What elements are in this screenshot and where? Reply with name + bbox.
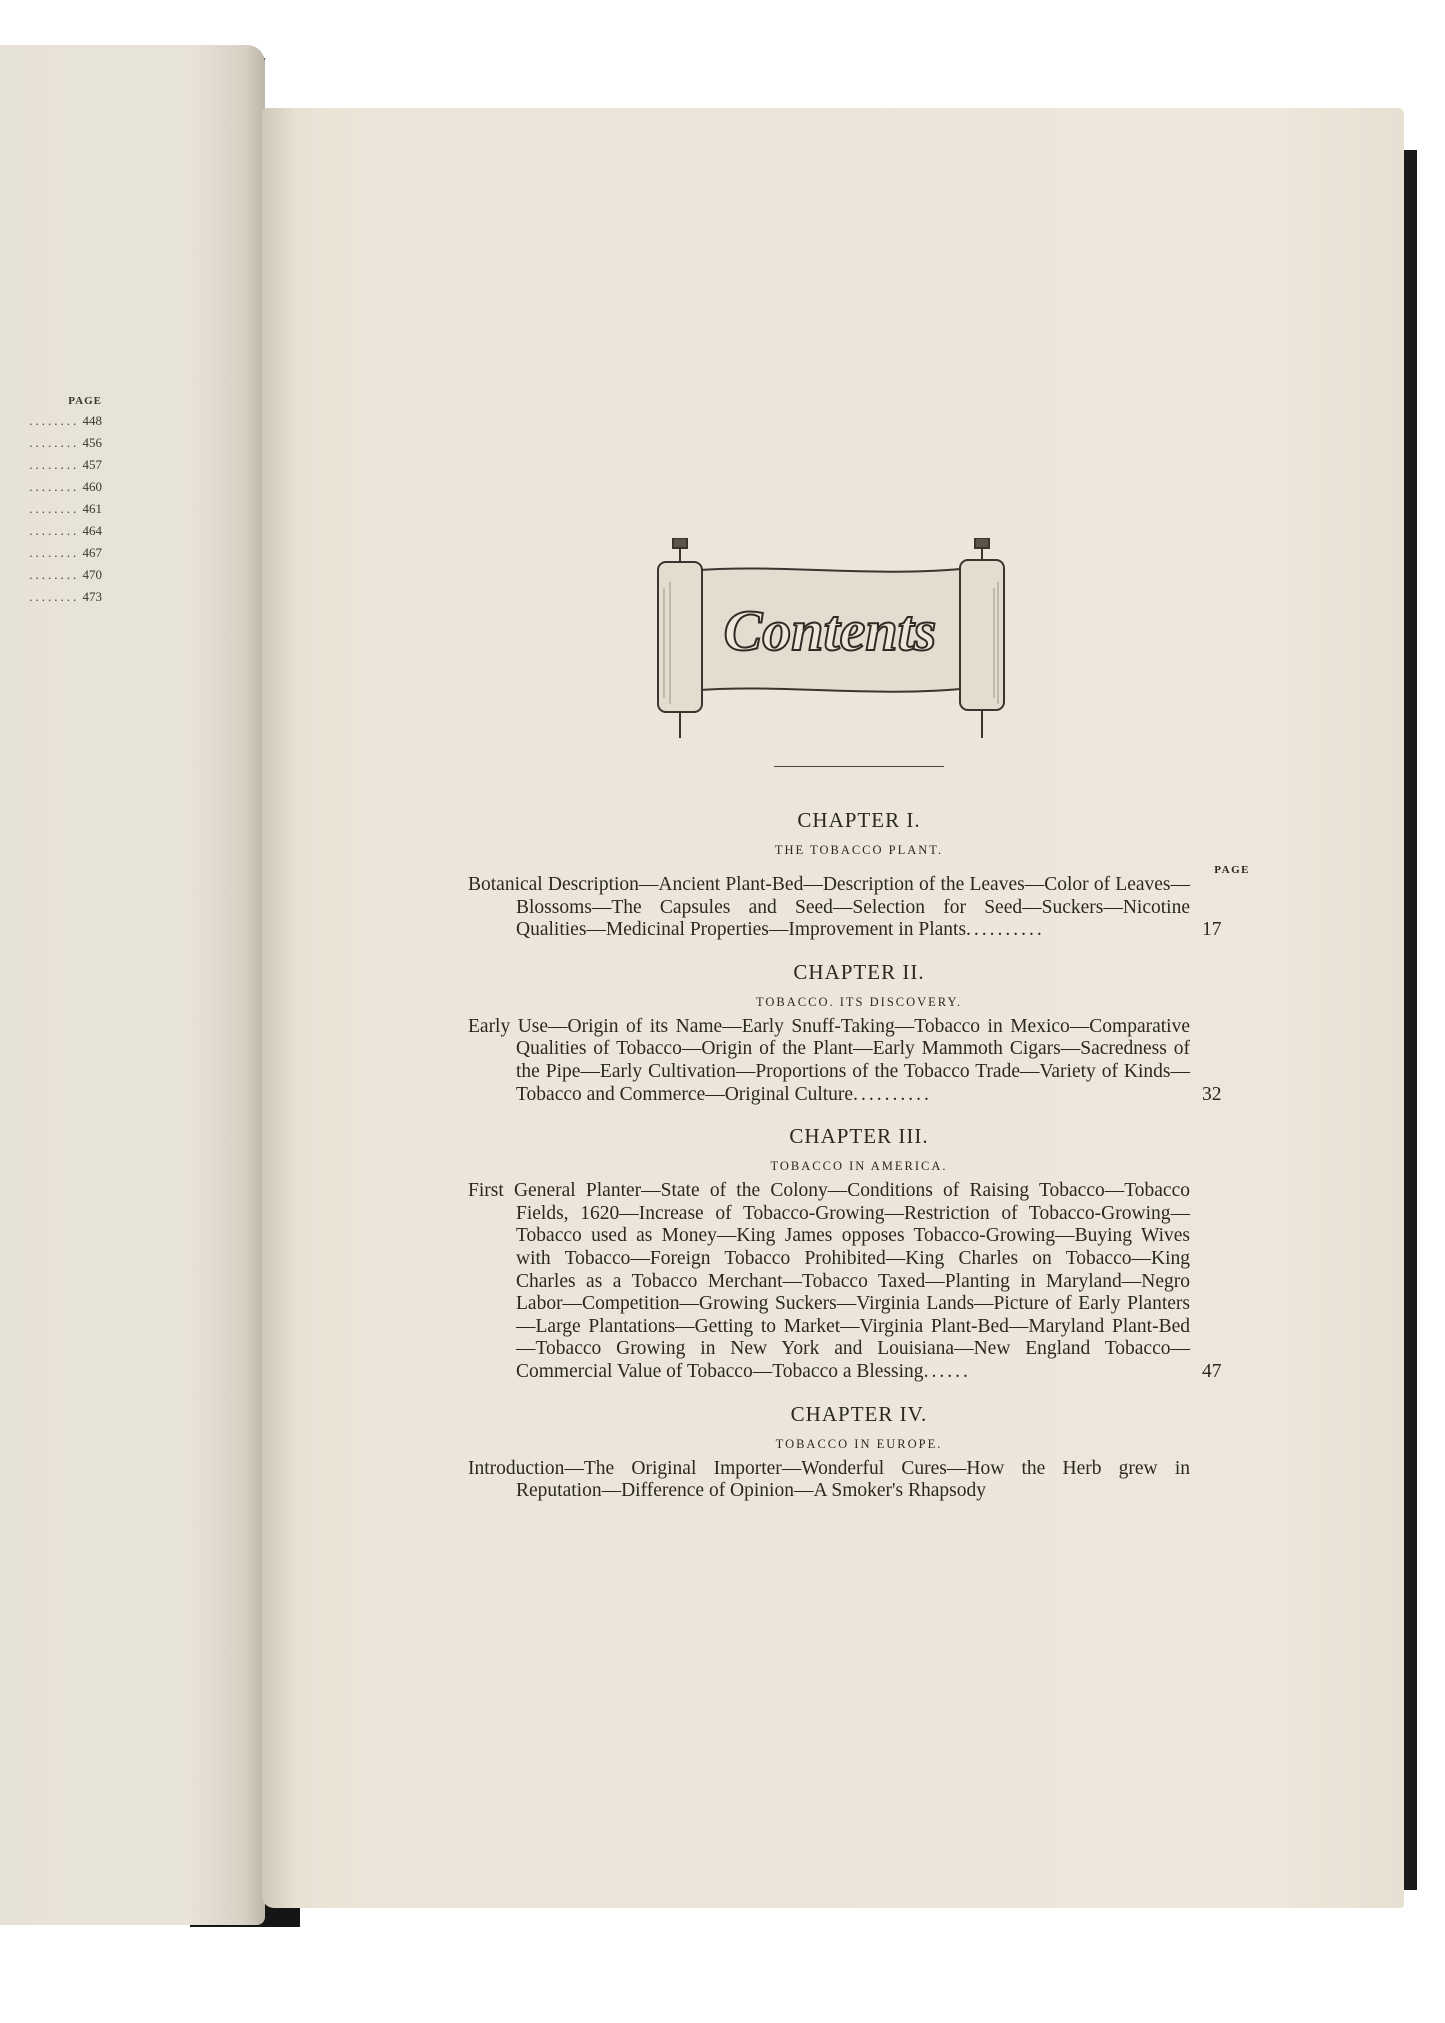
table-of-contents	[468, 790, 1250, 1515]
contents-scroll-banner	[640, 538, 1010, 758]
chapter-summary-text: Botanical Description—Ancient Plant-Bed—Description of the Leaves—Color of Leaves—Blossoms—The Capsules and Seed—Selection for Seed—Suckers—Nicotine Qualities—Medicinal Properties—Improvement in Plants	[468, 874, 1190, 941]
chapter-summary-text: First General Planter—State of the Colony—Conditions of Raising Tobacco—Tobacco Fields, 1620—Increase of Tobacco-Growing—Restriction of Tobacco-Growing—Tobacco used as Money—King James opposes Tobacco-Growing—Buying Wives with Tobacco—Foreign Tobacco Prohibited—King Charles on Tobacco—King Charles as a Tobacco Merchant—Tobacco Taxed—Planting in Maryland—Negro Labor—Competition—Growing Suckers—Virginia Lands—Picture of Early Planters—Large Plantations—Getting to Market—Virginia Plant-Bed—Maryland Plant-Bed—Tobacco Growing in New York and Louisiana—New England Tobacco—Commercial Value of Tobacco—Tobacco a Blessing	[468, 1180, 1190, 1382]
left-toc-row: ........ 467	[29, 545, 102, 560]
chapter-summary-text: Early Use—Origin of its Name—Early Snuff-Taking—Tobacco in Mexico—Comparative Qualities of Tobacco—Origin of the Plant—Early Mammoth Cigars—Sacredness of the Pipe—Early Cultivation—Proportions of the Tobacco Trade—Variety of Kinds—Tobacco and Commerce—Original Culture	[468, 1015, 1190, 1105]
chapter-title: TOBACCO. ITS DISCOVERY.	[756, 994, 962, 1009]
chapter-entry	[468, 808, 1250, 942]
left-page-number: 456	[82, 435, 102, 450]
chapter-summary: Botanical Description—Ancient Plant-Bed—Description of the Leaves—Color of Leaves—Blossoms—The Capsules and Seed—Selection for Seed—Suckers—Nicotine Qualities—Medicinal Properties—Improvement in Plants.......... 17	[468, 874, 1222, 941]
left-toc-row: ........ 461	[29, 501, 102, 516]
left-toc-row: ........ 460	[29, 479, 102, 494]
chapter-entry	[468, 1124, 1250, 1383]
chapter-summary: Early Use—Origin of its Name—Early Snuff-Taking—Tobacco in Mexico—Comparative Qualities of Tobacco—Origin of the Plant—Early Mammoth Cigars—Sacredness of the Pipe—Early Cultivation—Proportions of the Tobacco Trade—Variety of Kinds—Tobacco and Commerce—Original Culture.......... 32	[468, 1015, 1222, 1105]
chapter-summary-text: Introduction—The Original Importer—Wonderful Cures—How the Herb grew in Reputation—Difference of Opinion—A Smoker's Rhapsody	[468, 1457, 1190, 1502]
left-page-label: PAGE	[68, 395, 102, 407]
left-page	[0, 45, 265, 1925]
chapter-number: CHAPTER III.	[789, 1124, 929, 1149]
left-page-number: 464	[82, 523, 102, 538]
left-page-number: 461	[82, 501, 102, 516]
chapter-summary: First General Planter—State of the Colony—Conditions of Raising Tobacco—Tobacco Fields, 1620—Increase of Tobacco-Growing—Restriction of Tobacco-Growing—Tobacco used as Money—King James opposes Tobacco-Growing—Buying Wives with Tobacco—Foreign Tobacco Prohibited—King Charles on Tobacco—King Charles as a Tobacco Merchant—Tobacco Taxed—Planting in Maryland—Negro Labor—Competition—Growing Suckers—Virginia Lands—Picture of Early Planters—Large Plantations—Getting to Market—Virginia Plant-Bed—Maryland Plant-Bed—Tobacco Growing in New York and Louisiana—New England Tobacco—Commercial Value of Tobacco—Tobacco a Blessing...... 47	[468, 1180, 1222, 1382]
chapter-summary	[468, 1458, 1250, 1503]
left-toc-row: ........ 464	[29, 523, 102, 538]
chapter-number: CHAPTER I.	[797, 808, 921, 832]
left-toc-row: ........ 448	[29, 413, 102, 428]
left-toc-row: ........ 456	[29, 435, 102, 450]
chapter-title: TOBACCO IN EUROPE.	[775, 1436, 943, 1451]
title-rule	[774, 766, 944, 767]
chapter-title: THE TOBACCO PLANT.	[774, 843, 944, 857]
left-page-number: 467	[82, 545, 102, 560]
chapter-title: TOBACCO IN AMERICA.	[770, 1159, 948, 1174]
left-toc-row: ........ 473	[29, 589, 102, 604]
left-page-number: 448	[82, 413, 102, 428]
left-toc-row: ........ 457	[29, 457, 102, 472]
left-page-number: 460	[82, 479, 102, 494]
chapter-entry	[468, 1402, 1250, 1503]
chapter-number: CHAPTER II.	[793, 959, 925, 984]
left-page-number: 470	[82, 567, 102, 582]
page-column-label: PAGE	[1214, 864, 1250, 876]
chapter-entry	[468, 960, 1250, 1106]
left-page-toc	[0, 395, 102, 608]
chapter-number: CHAPTER IV.	[790, 1401, 928, 1426]
contents-title: Contents	[723, 598, 937, 663]
left-page-number: 457	[82, 457, 102, 472]
left-page-number: 473	[82, 589, 102, 604]
left-toc-row: ........ 470	[29, 567, 102, 582]
